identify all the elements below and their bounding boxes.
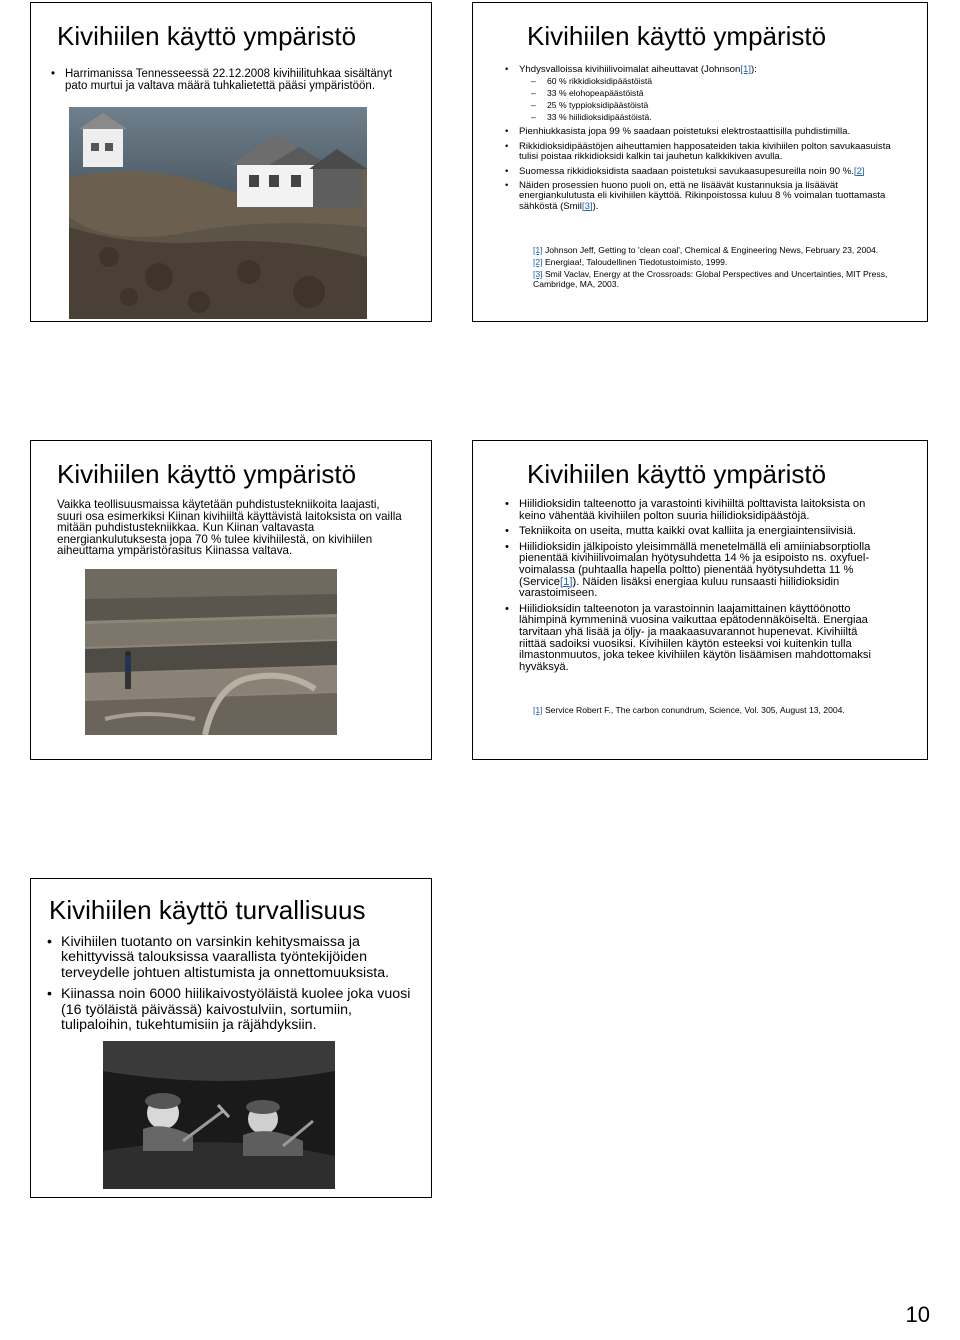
sub-item: – 33 % elohopeapäästöistä: [519, 87, 895, 99]
bullet-item: • Pienhiukkasista jopa 99 % saadaan poistetuksi elektrostaattisilla puhdistimilla.: [505, 127, 895, 137]
sub-item: – 33 % hiilidioksidipäästöistä.: [519, 111, 895, 123]
ref-link[interactable]: [1]: [533, 245, 543, 255]
bullet-item: • Kivihiilen tuotanto on varsinkin kehitysmaissa ja kehittyvissä talouksissa vaarallista työntekijöiden terveydelle johtuen altistumista ja onnettomuuksista.: [47, 935, 411, 981]
references: [533, 245, 893, 291]
reference-item: [1] Service Robert F., The carbon conundrum, Science, Vol. 305, August 13, 2004.: [533, 705, 845, 715]
bullet-list: [505, 499, 883, 677]
open-pit-mine-photo: [85, 569, 337, 735]
references: [533, 705, 893, 717]
ref-link[interactable]: [2]: [853, 165, 865, 177]
bullet-item: • Kiinassa noin 6000 hiilikaivostyöläistä kuolee joka vuosi (16 työläistä päivässä) kaivostulviin, sortumiin, tulipaloihin, tukehtumisiin ja räjähdyksiin.: [47, 987, 411, 1033]
ref-link[interactable]: [3]: [533, 269, 543, 279]
slide-title: Kivihiilen käyttö ympäristö: [527, 21, 827, 51]
ref-link[interactable]: [2]: [533, 257, 543, 267]
reference-item: [3] Smil Vaclav, Energy at the Crossroads: Global Perspectives and Uncertainties, MIT Press, Cambridge, MA, 2003.: [533, 269, 888, 289]
reference-item: [1] Johnson Jeff, Getting to 'clean coal', Chemical & Engineering News, February 23, 2004.: [533, 245, 879, 255]
reference-item: [2] Energiaa!, Taloudellinen Tiedotustoimisto, 1999.: [533, 257, 728, 267]
slide-4: [472, 440, 928, 760]
slide-paragraph: Vaikka teollisuusmaissa käytetään puhdistustekniikoita laajasti, suuri osa esimerkiksi Kiinan kivihiiltä käyttävistä laitoksista on vailla mitään puhdistustekniikkaa. Kun Kiinan valtavasta energiankulutuksesta jopa 70 % tulee kivihiilestä, on kivihiilen aiheuttama ympäristörasitus Kiinassa valtava.: [57, 498, 402, 558]
bullet-item: • Suomessa rikkidioksidista saadaan poistetuksi savukaasupesureilla noin 90 %.[2]: [505, 167, 895, 177]
bullet-item: • Hiilidioksidin jälkipoisto yleisimmällä menetelmällä eli amiiniabsorptiolla pienentää kivihiilivoimalan hyötysuhdetta 14 % ja esipoisto ns. oxyfuel-voimalassa (puhtaalla hapella poltto) pienentää hyötysuhdetta 11 % (Service[1]). Näiden lisäksi energiaa kuluu runsaasti hiilidioksidin varastoimiseen.: [505, 542, 883, 600]
slide-2: [472, 2, 928, 322]
bullet-item: • Tekniikoita on useita, mutta kaikki ovat kalliita ja energiaintensiivisiä.: [505, 526, 883, 538]
slide-3: [30, 440, 432, 760]
coal-miners-photo: [103, 1041, 335, 1189]
flood-house-photo: [69, 107, 367, 319]
ref-link[interactable]: [1]: [740, 64, 751, 75]
slide-title: Kivihiilen käyttö ympäristö: [527, 459, 827, 489]
sub-list: [519, 75, 895, 123]
sub-item: – 60 % rikkidioksidipäästöistä: [519, 75, 895, 87]
ref-link[interactable]: [3]: [581, 200, 593, 212]
bullet-item: • Hiilidioksidin talteenotto ja varastointi kivihiiltä polttavista laitoksista on keino vähentää kivihiilen polton suuria hiilidioksidipäästöjä.: [505, 499, 883, 522]
slide-1: [30, 2, 432, 322]
page-number: 10: [905, 1302, 930, 1327]
ref-link[interactable]: [1]: [533, 705, 543, 715]
bullet-list: [505, 65, 895, 216]
bullet-item: • Harrimanissa Tennesseessä 22.12.2008 kivihiilituhkaa sisältänyt pato murtui ja valtava määrä tuhkalietettä pääsi ympäristöön.: [51, 69, 411, 92]
bullet-item: • Hiilidioksidin talteenoton ja varastoinnin laajamittainen käyttöönotto lähimpinä kymmeninä vuosina vaikuttaa epätodennäköiseltä. Energiaa tarvitaan yhä lisää ja öljy- ja maakaasuvarannot hupenevat. Kivihiiltä riittää sadoiksi vuosiksi. Kivihiilen käytön esteeksi voi kuitenkin tulla ilmastonmuutos, joka tekee kivihiilen käytön lisäämisen mahdottomaksi hyväksyä.: [505, 604, 883, 674]
ref-link[interactable]: [1]: [560, 575, 573, 588]
sub-item: – 25 % typpioksidipäästöistä: [519, 99, 895, 111]
slide-title: Kivihiilen käyttö turvallisuus: [49, 895, 366, 925]
slide-title: Kivihiilen käyttö ympäristö: [57, 459, 357, 489]
slide-title: Kivihiilen käyttö ympäristö: [57, 21, 357, 51]
slide-5: [30, 878, 432, 1198]
bullet-list: [47, 935, 411, 1039]
bullet-item: • Rikkidioksidipäästöjen aiheuttamien happosateiden takia kivihiilen polton savukaasuista tulisi poistaa rikkidioksidi kalkin tai jauhetun kalkkikiven avulla.: [505, 142, 895, 163]
bullet-list: [51, 69, 411, 92]
bullet-item: • Yhdysvalloissa kivihiilivoimalat aiheuttavat (Johnson[1]): – 60 % rikkidioksidipäästöistä – 33 % elohopeapäästöistä – 25 % typpioksidipäästöistä – 33 % hiilidioksidipäästöistä.: [505, 65, 895, 123]
bullet-item: • Näiden prosessien huono puoli on, että ne lisäävät kustannuksia ja lisäävät energiankulutusta eli kivihiilen käyttöä. Rikinpoistossa kuluu 8 % voimalan tuottamasta sähköstä (Smil[3]).: [505, 181, 895, 212]
